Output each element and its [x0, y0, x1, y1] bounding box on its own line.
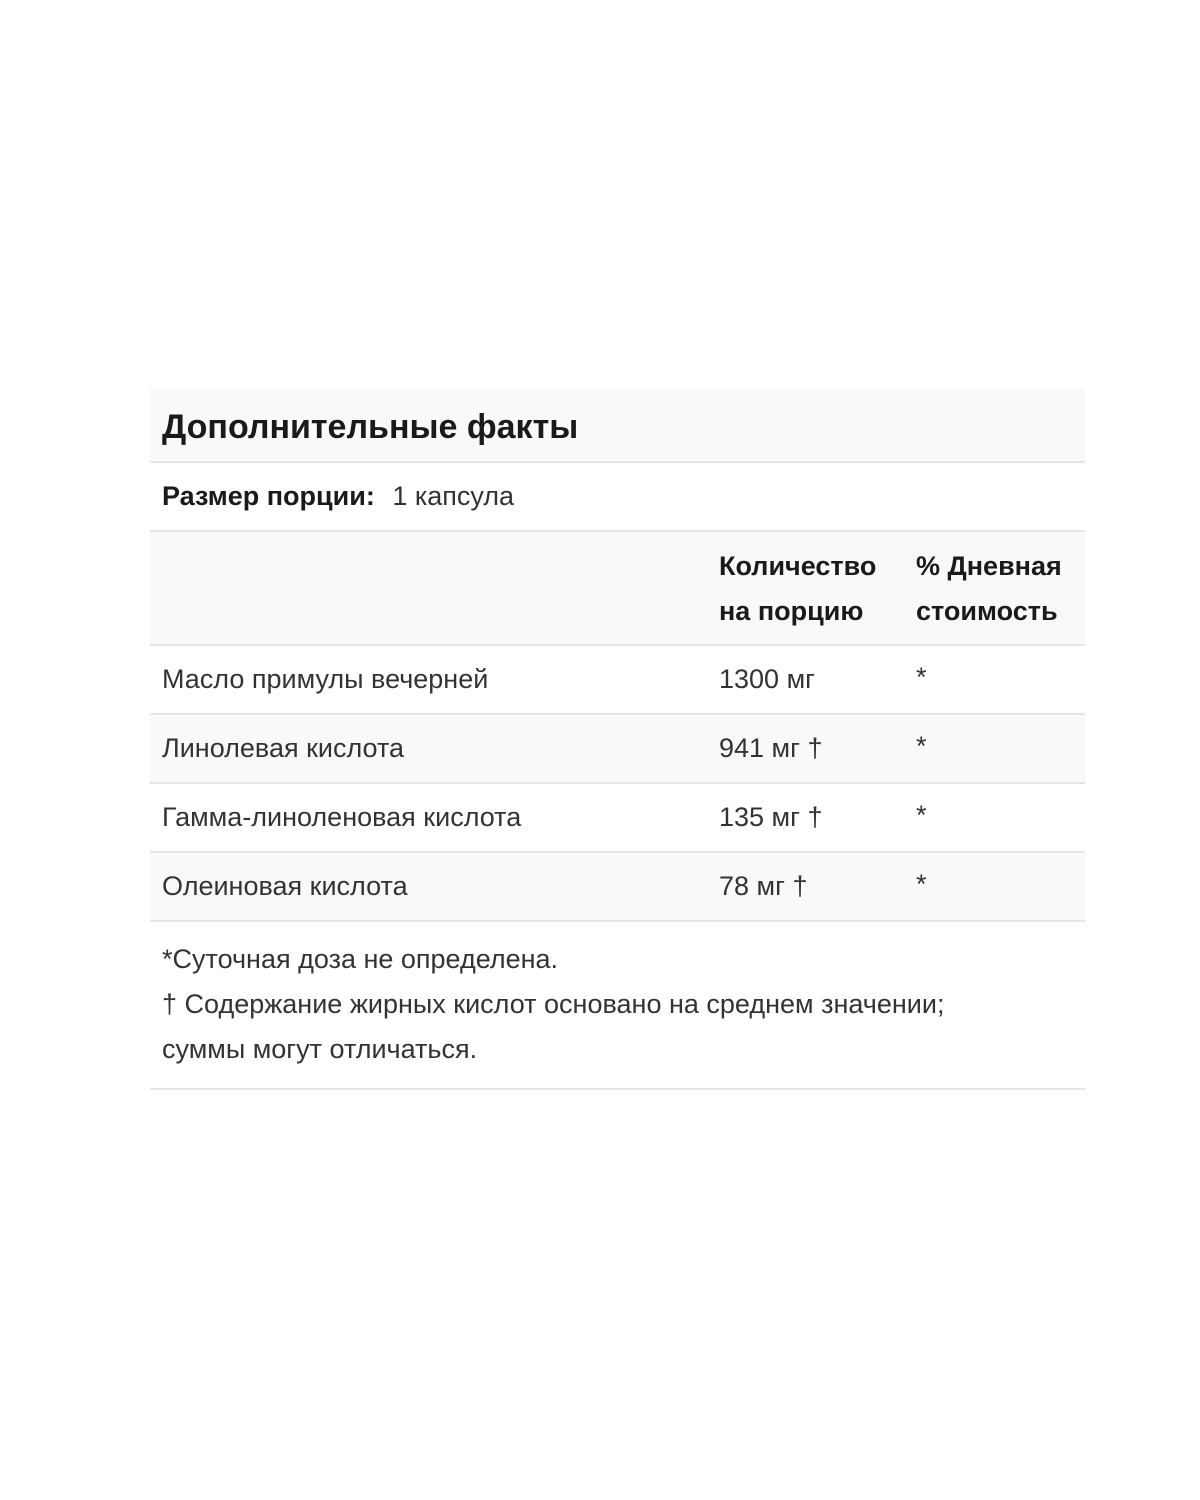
footnote-fatty-acids: † Содержание жирных кислот основано на среднем значении; — [162, 989, 945, 1019]
serving-size-value: 1 капсула — [392, 481, 515, 511]
ingredient-name: Масло примулы вечерней — [162, 664, 489, 694]
ingredient-daily-value: * — [916, 662, 927, 692]
table-row — [150, 853, 1085, 922]
footnote-daily-value: *Суточная доза не определена. — [162, 944, 559, 974]
table-row — [150, 784, 1085, 853]
ingredient-name: Гамма-линоленовая кислота — [162, 802, 522, 832]
daily-value-header-line2: стоимость — [916, 596, 1058, 626]
serving-size-label: Размер порции: — [162, 481, 375, 511]
facts-title: Дополнительные факты — [150, 388, 1085, 463]
table-row — [150, 715, 1085, 784]
serving-size — [150, 463, 1085, 532]
ingredient-daily-value: * — [916, 869, 927, 899]
table-header-row — [150, 532, 1085, 646]
daily-value-column-header — [916, 544, 1062, 634]
table-row — [150, 646, 1085, 715]
ingredient-amount: 941 мг † — [719, 733, 823, 763]
ingredient-amount: 78 мг † — [719, 871, 808, 901]
ingredient-daily-value: * — [916, 800, 927, 830]
amount-column-header — [719, 544, 876, 634]
ingredient-name: Линолевая кислота — [162, 733, 405, 763]
ingredient-daily-value: * — [916, 731, 927, 761]
amount-header-line2: на порцию — [719, 596, 864, 626]
ingredient-amount: 1300 мг — [719, 664, 815, 694]
ingredient-name: Олеиновая кислота — [162, 871, 408, 901]
footnotes — [150, 922, 1085, 1090]
footnote-fatty-acids-continued: суммы могут отличаться. — [162, 1034, 478, 1064]
daily-value-header-line1: % Дневная — [916, 551, 1062, 581]
supplement-facts-panel — [150, 388, 1085, 1090]
ingredient-amount: 135 мг † — [719, 802, 823, 832]
amount-header-line1: Количество — [719, 551, 877, 581]
